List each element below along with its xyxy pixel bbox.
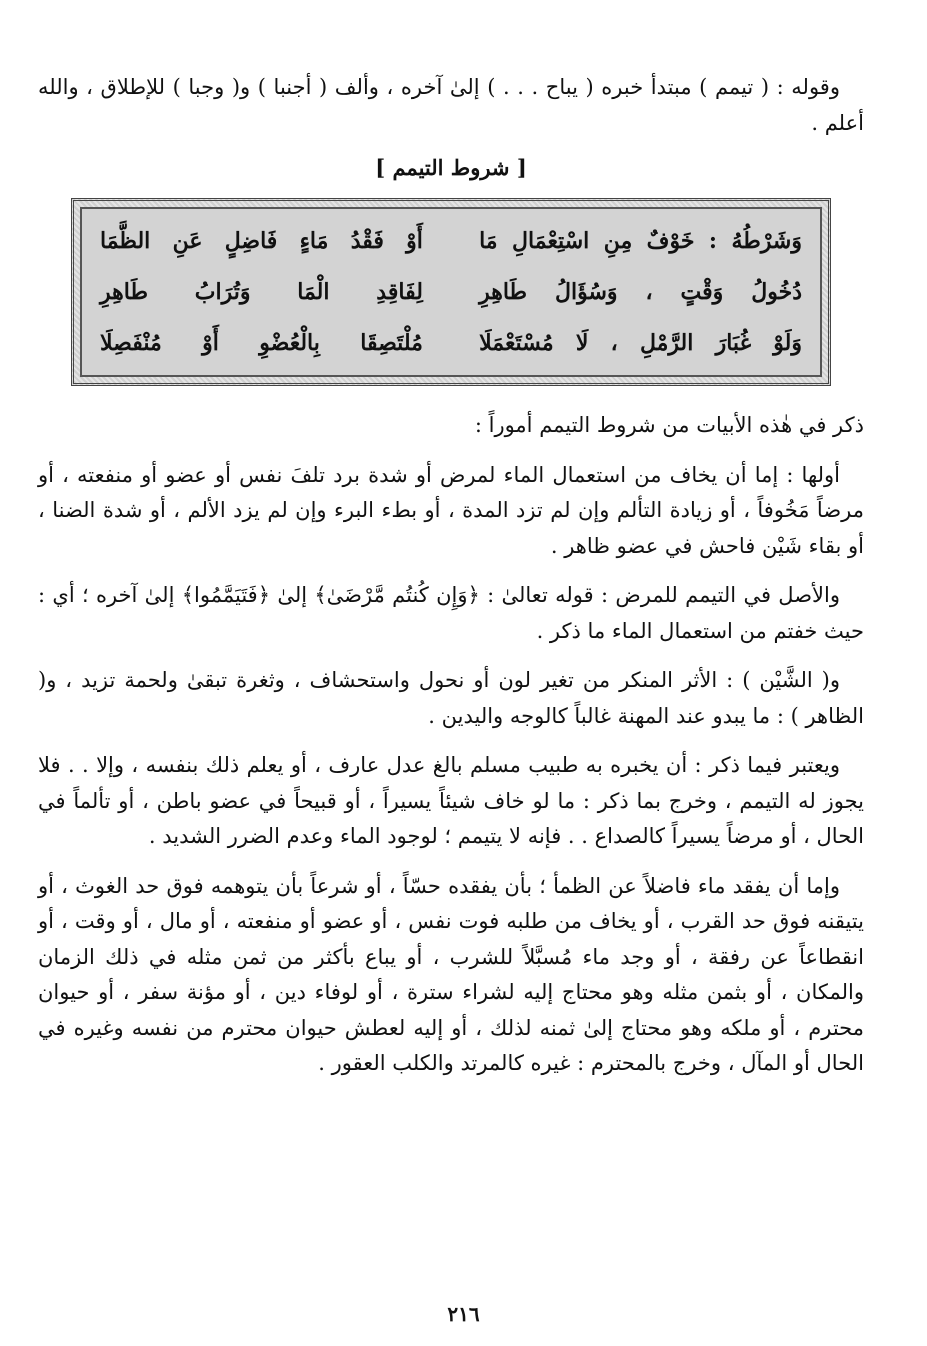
verse-1 (100, 228, 802, 254)
verse-1-first-hemistich: وَشَرْطُهُ : خَوْفٌ مِنِ اسْتِعْمَالِ مَا (479, 227, 802, 254)
paragraph-first-condition: أولها : إما أن يخاف من استعمال الماء لمرض أو شدة برد تلفَ نفس أو عضو أو منفعته ، أو مرضاً مَخُوفاً ، أو زيادة التألم وإن لم تزد المدة ، أو بطء البرء وإن لم يزد الألم ، أو شدة الضنا ، أو بقاء شَيْن فاحش في عضو ظاهر . (38, 462, 864, 558)
verse-3 (100, 330, 802, 356)
paragraph-consideration: ويعتبر فيما ذكر : أن يخبره به طبيب مسلم بالغ عدل عارف ، أو يعلم ذلك بنفسه ، وإلا . . فلا يجوز له التيمم ، وخرج بما ذكر : ما لو خاف شيئاً يسيراً ، أو قبيحاً في عضو باطن ، أو تألماً في الحال ، أو مرضاً يسيراً كالصداع . . فإنه لا يتيمم ؛ لوجود الماء وعدم الضرر الشديد . (38, 753, 864, 848)
intro-paragraph: وقوله : ( تيمم ) مبتدأ خبره ( يباح . . . ) إلىٰ آخره ، وألف ( أجنبا ) و( وجبا ) للإطلاق ، والله أعلم . (38, 75, 864, 135)
verse-2-first-hemistich: دُخُولُ وَقْتٍ ، وَسُؤَالُ طَاهِرِ (479, 278, 802, 305)
verse-2-second-hemistich: لِفَاقِدِ الْمَا وَتُرَابُ طَاهِرِ (100, 278, 423, 305)
page-body (38, 70, 864, 1096)
section-title: [ شروط التيمم ] (375, 155, 527, 180)
paragraph-definitions: و( الشَّيْن ) : الأثر المنكر من تغير لون أو نحول واستحشاف ، وثغرة تبقىٰ ولحمة تزيد ، و( الظاهر ) : ما يبدو عند المهنة غالباً كالوجه واليدين . (38, 668, 864, 728)
verse-1-second-hemistich: أَوْ فَقْدُ مَاءٍ فَاضِلٍ عَنِ الظَّمَا (100, 227, 423, 254)
paragraph-intro-list: ذكر في هٰذه الأبيات من شروط التيمم أموراً : (474, 413, 864, 437)
paragraph-quran-evidence: والأصل في التيمم للمرض : قوله تعالىٰ : ﴿وَإِن كُنتُم مَّرْضَىٰ﴾ إلىٰ ﴿فَتَيَمَّمُوا﴾ إلىٰ آخره ؛ أي : حيث خفتم من استعمال الماء ما ذكر . (38, 583, 864, 643)
poem-frame (71, 198, 831, 386)
page-number: ٢١٦ (447, 1302, 480, 1326)
paragraph-lack-of-water: وإما أن يفقد ماء فاضلاً عن الظمأ ؛ بأن يفقده حسّاً ، أو شرعاً بأن يتوهمه فوق حد الغوث ، أو يتيقنه فوق حد القرب ، أو يخاف من طلبه فوت نفس ، أو عضو أو منفعته ، أو مال ، أو وقت ، أو انقطاعاً عن رفقة ، أو وجد ماء مُسبَّلاً للشرب ، أو يباع بأكثر من ثمن مثله في ذلك الزمان والمكان ، أو بثمن مثله وهو محتاج إليه لشراء سترة ، أو لوفاء دين ، أو مؤنة سفر ، أو حيوان محترم ، أو ملكه وهو محتاج إلىٰ ثمنه لذلك ، أو إليه لعطش حيوان محترم من نفسه وغيره في الحال أو المآل ، وخرج بالمحترم : غيره كالمرتد والكلب العقور . (38, 873, 864, 1075)
poem-panel (80, 207, 822, 377)
verse-2 (100, 279, 802, 305)
verse-3-first-hemistich: وَلَوْ غُبَارَ الرَّمْلِ ، لَا مُسْتَعْمَلَا (479, 330, 802, 357)
verse-3-second-hemistich: مُلْتَصِقَا بِالْعُضْوِ أَوْ مُنْفَصِلَا (100, 330, 423, 357)
